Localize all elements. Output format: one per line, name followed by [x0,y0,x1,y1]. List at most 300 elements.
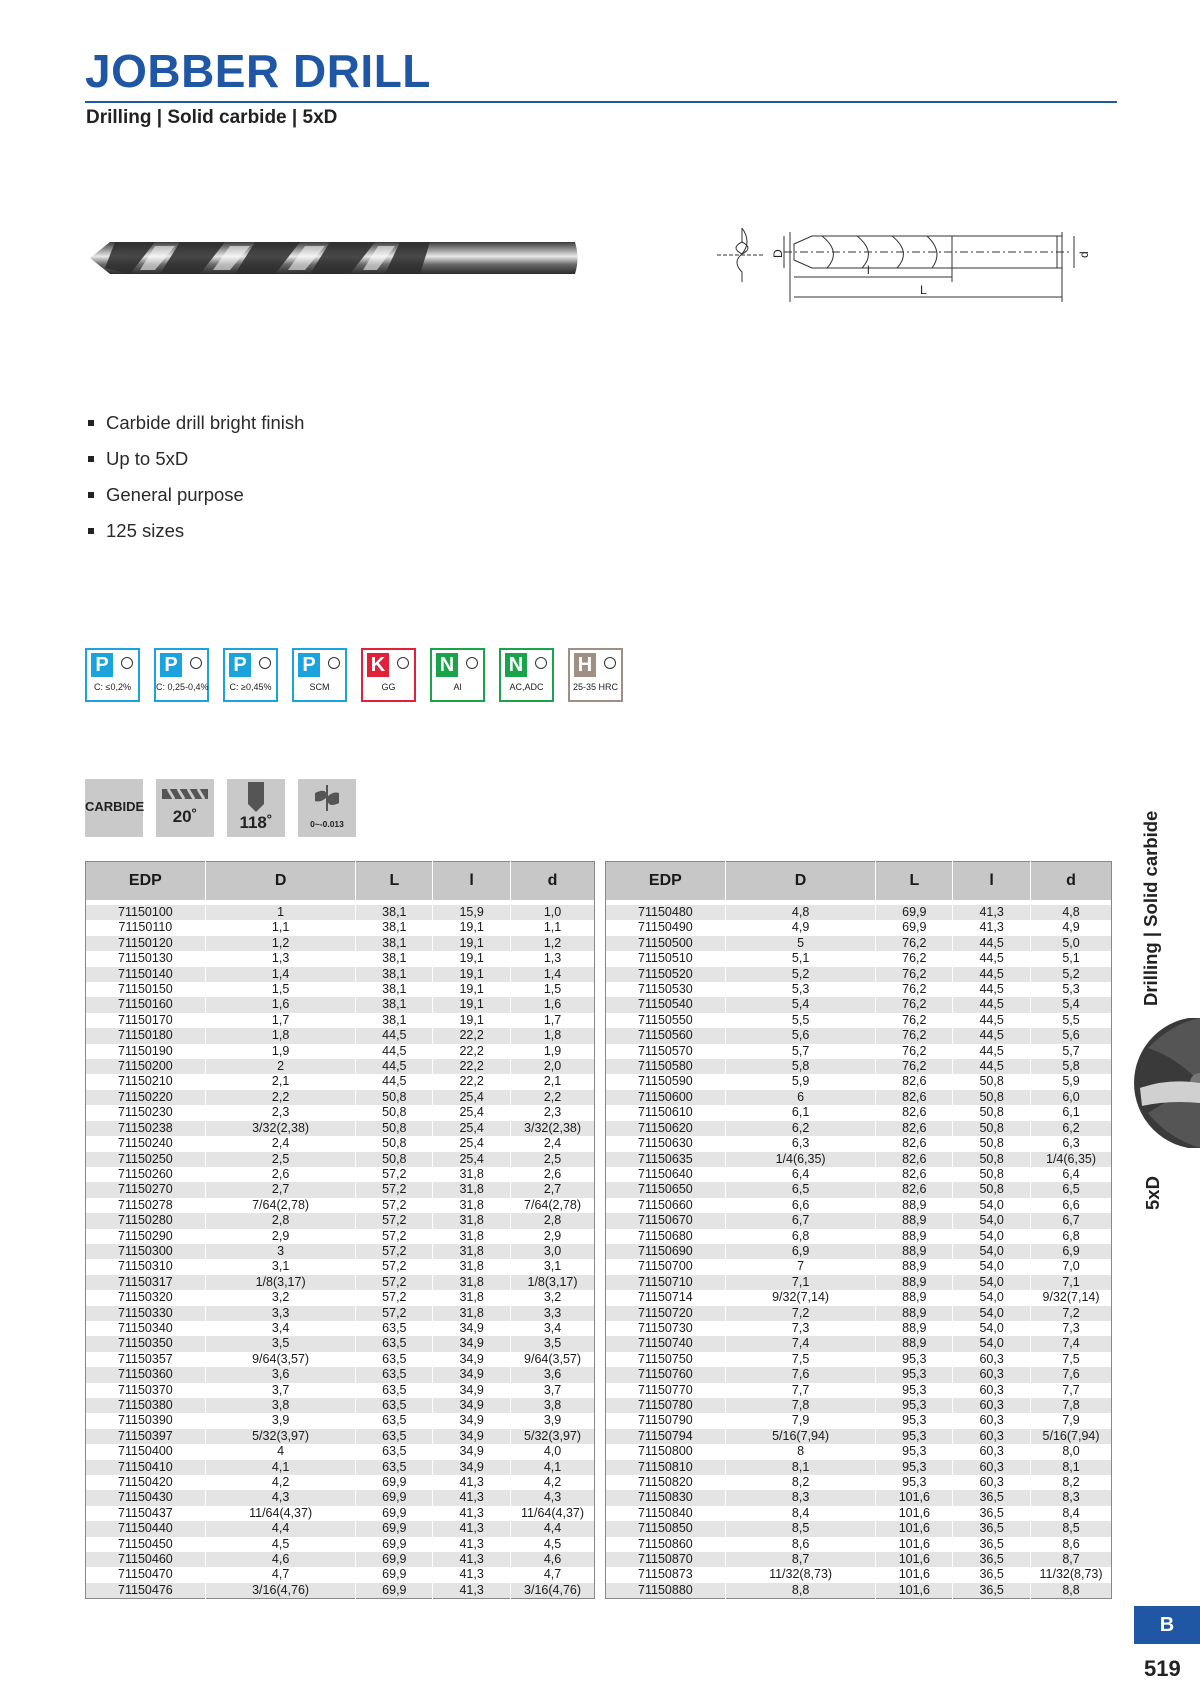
table-cell: 71150420 [86,1475,206,1490]
table-row [86,1490,595,1505]
table-row [606,1044,1112,1059]
table-cell: 44,5 [953,1044,1031,1059]
table-cell: 101,6 [876,1490,953,1505]
table-row [86,1229,595,1244]
table-cell: 60,3 [953,1352,1031,1367]
table-cell: 69,9 [356,1552,433,1567]
table-cell: 57,2 [356,1182,433,1197]
table-cell: 71150550 [606,1013,726,1028]
material-letter: P [91,653,113,677]
table-row [86,1105,595,1120]
table-cell: 88,9 [876,1229,953,1244]
table-row [606,997,1112,1012]
table-cell: 57,2 [356,1290,433,1305]
table-cell: 71150380 [86,1398,206,1413]
table-cell: 69,9 [356,1490,433,1505]
table-cell: 95,3 [876,1352,953,1367]
feature-item: General purpose [88,482,304,518]
table-row [606,1336,1112,1351]
column-header: d [1031,862,1112,901]
table-row [86,1182,595,1197]
table-cell: 101,6 [876,1567,953,1582]
table-cell: 11/32(8,73) [1031,1567,1112,1582]
table-cell: 1,7 [205,1013,356,1028]
table-cell: 71150278 [86,1198,206,1213]
table-row [86,1444,595,1459]
table-cell: 95,3 [876,1367,953,1382]
table-cell: 95,3 [876,1429,953,1444]
table-cell: 71150160 [86,997,206,1012]
table-row [86,1290,595,1305]
table-cell: 69,9 [356,1583,433,1599]
title-divider [85,101,1117,103]
table-cell: 71150500 [606,936,726,951]
table-cell: 38,1 [356,967,433,982]
table-cell: 2,6 [205,1167,356,1182]
table-cell: 54,0 [953,1290,1031,1305]
table-cell: 2,4 [511,1136,595,1151]
table-cell: 7,5 [1031,1352,1112,1367]
table-row [606,1444,1112,1459]
material-suitability-row [85,648,623,702]
table-cell: 2,0 [511,1059,595,1074]
table-cell: 3,4 [511,1321,595,1336]
material-badge [85,648,140,702]
table-cell: 101,6 [876,1521,953,1536]
table-cell: 71150150 [86,982,206,997]
table-cell: 60,3 [953,1475,1031,1490]
material-caption: Al [453,682,462,692]
table-cell: 63,5 [356,1444,433,1459]
table-cell: 41,3 [953,920,1031,935]
table-cell: 71150140 [86,967,206,982]
table-cell: 31,8 [433,1290,511,1305]
table-cell: 88,9 [876,1306,953,1321]
table-cell: 54,0 [953,1229,1031,1244]
table-cell: 7,9 [1031,1413,1112,1428]
helix-angle-icon: 20˚ [156,779,214,837]
size-table-left [85,861,595,1599]
table-cell: 8,3 [1031,1490,1112,1505]
table-cell: 71150270 [86,1182,206,1197]
column-header: EDP [86,862,206,901]
table-cell: 2,9 [205,1229,356,1244]
table-row [606,920,1112,935]
table-cell: 76,2 [876,1059,953,1074]
table-cell: 44,5 [953,936,1031,951]
table-cell: 71150238 [86,1121,206,1136]
table-row [606,1398,1112,1413]
table-cell: 71150720 [606,1306,726,1321]
table-cell: 60,3 [953,1444,1031,1459]
table-cell: 4,4 [511,1521,595,1536]
table-cell: 1/4(6,35) [1031,1152,1112,1167]
table-cell: 6,6 [725,1198,876,1213]
table-row [86,1475,595,1490]
table-row [606,1105,1112,1120]
table-cell: 71150360 [86,1367,206,1382]
table-row [606,1090,1112,1105]
table-cell: 71150210 [86,1074,206,1089]
table-cell: 7,1 [1031,1275,1112,1290]
table-cell: 8,5 [725,1521,876,1536]
table-cell: 88,9 [876,1336,953,1351]
table-cell: 41,3 [433,1490,511,1505]
table-cell: 6,2 [725,1121,876,1136]
table-cell: 88,9 [876,1290,953,1305]
table-cell: 4,2 [511,1475,595,1490]
table-cell: 71150830 [606,1490,726,1505]
table-cell: 38,1 [356,920,433,935]
table-cell: 19,1 [433,997,511,1012]
table-cell: 69,9 [356,1537,433,1552]
table-cell: 7/64(2,78) [511,1198,595,1213]
table-cell: 50,8 [356,1152,433,1167]
table-cell: 71150340 [86,1321,206,1336]
side-depth-label: 5xD [1142,1176,1163,1210]
table-cell: 71150640 [606,1167,726,1182]
table-cell: 3,3 [205,1306,356,1321]
table-cell: 50,8 [356,1090,433,1105]
table-cell: 9/32(7,14) [1031,1290,1112,1305]
table-cell: 1,6 [511,997,595,1012]
table-cell: 4,3 [205,1490,356,1505]
material-badge [568,648,623,702]
table-cell: 2,8 [511,1213,595,1228]
table-cell: 82,6 [876,1074,953,1089]
table-cell: 60,3 [953,1383,1031,1398]
table-cell: 34,9 [433,1398,511,1413]
table-cell: 3,4 [205,1321,356,1336]
table-cell: 44,5 [356,1059,433,1074]
table-cell: 5,3 [1031,982,1112,997]
table-row [606,1259,1112,1274]
table-cell: 5,6 [725,1028,876,1043]
carbide-material-icon: CARBIDE [85,779,143,837]
table-row [606,1198,1112,1213]
table-cell: 9/64(3,57) [205,1352,356,1367]
table-cell: 2,7 [205,1182,356,1197]
suitability-circle-icon [190,657,202,669]
table-cell: 82,6 [876,1152,953,1167]
table-cell: 5,4 [1031,997,1112,1012]
table-cell: 1,6 [205,997,356,1012]
table-cell: 3,0 [511,1244,595,1259]
table-cell: 71150770 [606,1383,726,1398]
table-cell: 3,6 [205,1367,356,1382]
material-letter: N [436,653,458,677]
table-cell: 71150680 [606,1229,726,1244]
table-cell: 63,5 [356,1460,433,1475]
table-cell: 71150437 [86,1506,206,1521]
table-cell: 4,9 [1031,920,1112,935]
table-cell: 7,5 [725,1352,876,1367]
table-row [86,1028,595,1043]
table-cell: 44,5 [356,1028,433,1043]
table-row [606,1475,1112,1490]
table-cell: 50,8 [953,1090,1031,1105]
table-cell: 34,9 [433,1367,511,1382]
table-row [86,1506,595,1521]
table-cell: 71150240 [86,1136,206,1151]
table-cell: 82,6 [876,1121,953,1136]
material-caption: 25-35 HRC [572,682,619,692]
table-cell: 88,9 [876,1213,953,1228]
table-cell: 71150350 [86,1336,206,1351]
table-row [86,1352,595,1367]
table-row [606,1383,1112,1398]
table-cell: 3/16(4,76) [205,1583,356,1599]
table-cell: 71150357 [86,1352,206,1367]
table-row [86,951,595,966]
point-angle-icon: 118˚ [227,779,285,837]
table-cell: 76,2 [876,982,953,997]
table-cell: 4,7 [511,1567,595,1582]
table-cell: 5,4 [725,997,876,1012]
table-cell: 71150320 [86,1290,206,1305]
table-cell: 2 [205,1059,356,1074]
table-cell: 6 [725,1090,876,1105]
table-cell: 50,8 [953,1152,1031,1167]
drill-photo [85,228,580,288]
table-cell: 4,6 [511,1552,595,1567]
table-cell: 101,6 [876,1583,953,1599]
table-cell: 1/8(3,17) [511,1275,595,1290]
diagram-label-d: d [1077,251,1091,258]
table-row [606,1583,1112,1599]
table-row [606,1552,1112,1567]
table-row [606,1028,1112,1043]
column-header: L [876,862,953,901]
table-cell: 71150430 [86,1490,206,1505]
table-cell: 71150630 [606,1136,726,1151]
table-cell: 95,3 [876,1398,953,1413]
table-cell: 3,5 [511,1336,595,1351]
table-cell: 3/32(2,38) [205,1121,356,1136]
table-cell: 8,6 [725,1537,876,1552]
table-cell: 71150635 [606,1152,726,1167]
table-cell: 71150610 [606,1105,726,1120]
table-cell: 71150250 [86,1152,206,1167]
table-cell: 25,4 [433,1136,511,1151]
column-header: D [205,862,356,901]
material-badge [154,648,209,702]
table-cell: 44,5 [953,1059,1031,1074]
table-cell: 31,8 [433,1259,511,1274]
table-row [86,1567,595,1582]
spec-icons-row [85,779,356,837]
table-row [606,1136,1112,1151]
table-cell: 7,4 [725,1336,876,1351]
table-cell: 4,0 [511,1444,595,1459]
table-cell: 57,2 [356,1198,433,1213]
column-header: D [725,862,876,901]
table-row [606,1352,1112,1367]
table-cell: 22,2 [433,1044,511,1059]
drill-dimension-diagram [712,222,1107,332]
table-cell: 7,4 [1031,1336,1112,1351]
table-row [86,1090,595,1105]
table-cell: 3,8 [511,1398,595,1413]
table-cell: 5,3 [725,982,876,997]
table-row [86,982,595,997]
table-cell: 71150700 [606,1259,726,1274]
table-cell: 71150800 [606,1444,726,1459]
table-cell: 34,9 [433,1444,511,1459]
table-cell: 71150740 [606,1336,726,1351]
table-cell: 8,6 [1031,1537,1112,1552]
table-cell: 19,1 [433,936,511,951]
table-cell: 76,2 [876,936,953,951]
table-cell: 19,1 [433,920,511,935]
table-cell: 71150620 [606,1121,726,1136]
table-row [606,967,1112,982]
table-cell: 25,4 [433,1090,511,1105]
table-row [86,1460,595,1475]
table-cell: 3,7 [511,1383,595,1398]
size-table-right [605,861,1112,1599]
table-cell: 69,9 [356,1475,433,1490]
table-cell: 95,3 [876,1413,953,1428]
table-cell: 8,5 [1031,1521,1112,1536]
table-cell: 44,5 [953,982,1031,997]
table-cell: 95,3 [876,1460,953,1475]
table-cell: 6,3 [1031,1136,1112,1151]
table-cell: 71150397 [86,1429,206,1444]
table-cell: 6,4 [725,1167,876,1182]
table-cell: 71150370 [86,1383,206,1398]
table-cell: 8,7 [1031,1552,1112,1567]
table-cell: 71150850 [606,1521,726,1536]
table-cell: 4,4 [205,1521,356,1536]
table-cell: 71150810 [606,1460,726,1475]
table-cell: 1/4(6,35) [725,1152,876,1167]
table-cell: 15,9 [433,905,511,920]
table-cell: 3,2 [511,1290,595,1305]
table-cell: 1,1 [511,920,595,935]
table-cell: 71150230 [86,1105,206,1120]
table-cell: 5,2 [1031,967,1112,982]
table-cell: 3 [205,1244,356,1259]
table-cell: 1,7 [511,1013,595,1028]
table-cell: 54,0 [953,1306,1031,1321]
table-cell: 6,2 [1031,1121,1112,1136]
table-row [606,1506,1112,1521]
table-cell: 50,8 [953,1121,1031,1136]
table-cell: 71150200 [86,1059,206,1074]
table-row [606,1074,1112,1089]
table-cell: 71150460 [86,1552,206,1567]
table-cell: 31,8 [433,1213,511,1228]
table-cell: 2,6 [511,1167,595,1182]
table-row [86,1259,595,1274]
section-tab[interactable]: B [1134,1606,1200,1644]
table-cell: 71150880 [606,1583,726,1599]
table-cell: 3,5 [205,1336,356,1351]
suitability-circle-icon [328,657,340,669]
table-cell: 5,9 [1031,1074,1112,1089]
table-cell: 19,1 [433,967,511,982]
table-cell: 34,9 [433,1352,511,1367]
table-cell: 69,9 [356,1567,433,1582]
table-cell: 71150840 [606,1506,726,1521]
table-cell: 4,2 [205,1475,356,1490]
table-cell: 69,9 [876,905,953,920]
table-row [606,1275,1112,1290]
table-row [86,1336,595,1351]
table-cell: 5/16(7,94) [1031,1429,1112,1444]
table-row [86,1074,595,1089]
table-cell: 34,9 [433,1321,511,1336]
table-cell: 7,1 [725,1275,876,1290]
table-cell: 7,3 [1031,1321,1112,1336]
table-cell: 5,8 [725,1059,876,1074]
table-cell: 101,6 [876,1537,953,1552]
table-row [86,997,595,1012]
table-cell: 57,2 [356,1259,433,1274]
table-cell: 2,4 [205,1136,356,1151]
table-cell: 82,6 [876,1167,953,1182]
table-cell: 1,2 [511,936,595,951]
material-letter: N [505,653,527,677]
table-cell: 6,4 [1031,1167,1112,1182]
table-cell: 5,7 [1031,1044,1112,1059]
table-row [606,1413,1112,1428]
table-cell: 6,1 [725,1105,876,1120]
table-cell: 1,1 [205,920,356,935]
table-cell: 3,6 [511,1367,595,1382]
table-cell: 60,3 [953,1367,1031,1382]
table-cell: 76,2 [876,997,953,1012]
table-cell: 4,3 [511,1490,595,1505]
table-cell: 57,2 [356,1306,433,1321]
table-row [86,1044,595,1059]
table-cell: 5,5 [725,1013,876,1028]
table-cell: 44,5 [356,1074,433,1089]
table-cell: 41,3 [433,1475,511,1490]
table-cell: 69,9 [356,1521,433,1536]
table-cell: 34,9 [433,1383,511,1398]
table-cell: 71150520 [606,967,726,982]
table-row [86,1383,595,1398]
material-badge [223,648,278,702]
table-cell: 54,0 [953,1275,1031,1290]
table-cell: 1,9 [205,1044,356,1059]
table-cell: 50,8 [356,1121,433,1136]
material-letter: P [229,653,251,677]
table-cell: 11/64(4,37) [511,1506,595,1521]
table-row [86,1198,595,1213]
table-cell: 1,3 [511,951,595,966]
table-row [606,982,1112,997]
table-cell: 41,3 [433,1506,511,1521]
side-drill-emblem [1128,1018,1200,1148]
table-row [86,1321,595,1336]
table-cell: 8,7 [725,1552,876,1567]
table-cell: 88,9 [876,1321,953,1336]
table-cell: 3,7 [205,1383,356,1398]
table-row [606,1059,1112,1074]
table-cell: 4,5 [511,1537,595,1552]
table-cell: 95,3 [876,1475,953,1490]
table-cell: 25,4 [433,1105,511,1120]
table-cell: 5,2 [725,967,876,982]
table-header-row [86,862,595,901]
table-cell: 3,9 [205,1413,356,1428]
table-cell: 71150750 [606,1352,726,1367]
table-cell: 63,5 [356,1352,433,1367]
diagram-label-D: D [771,249,785,258]
